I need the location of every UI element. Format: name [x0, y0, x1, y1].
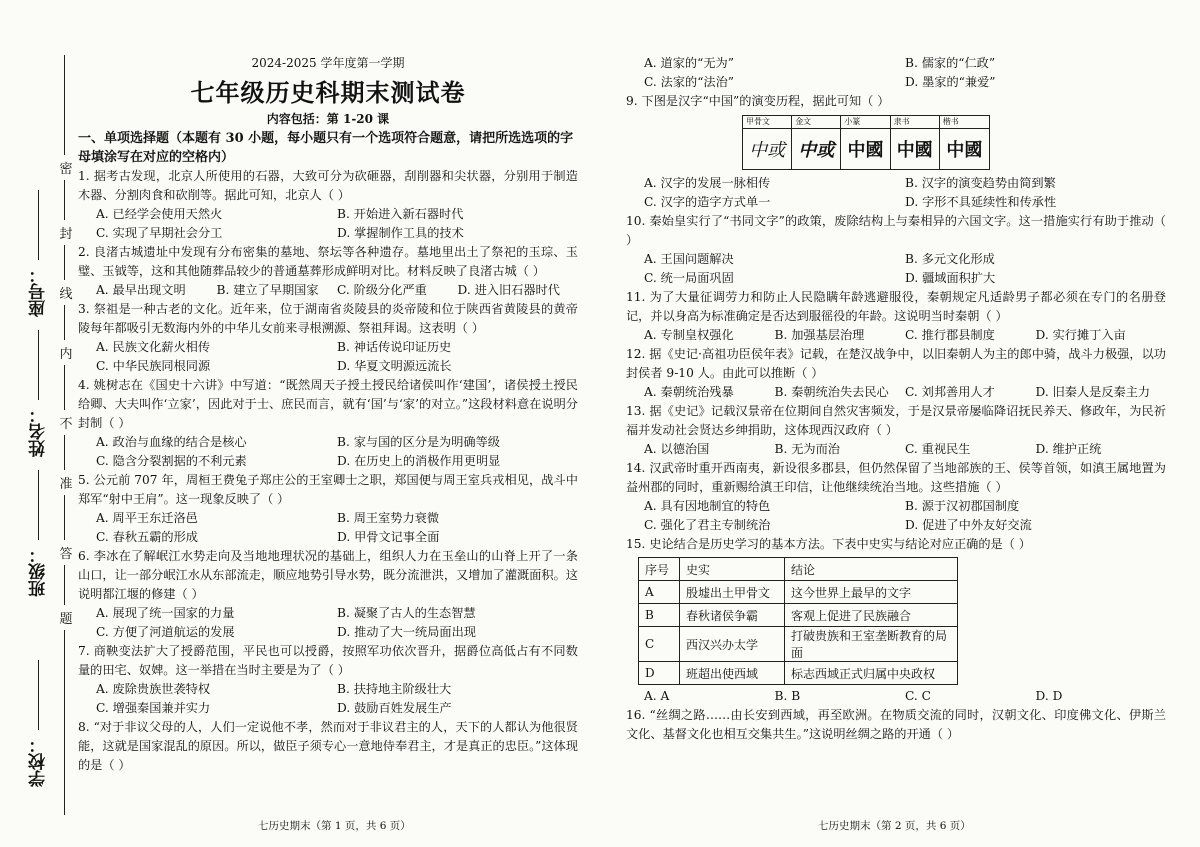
option[interactable]: C. 隐含分裂割据的不利元素: [96, 454, 247, 468]
question-options: [78, 680, 578, 718]
option[interactable]: B. 源于汉初郡国制度: [905, 499, 1020, 513]
option[interactable]: A. 以德治国: [644, 442, 710, 456]
option[interactable]: D. 推动了大一统局面出现: [337, 625, 476, 639]
option[interactable]: C. 春秋五霸的形成: [96, 530, 198, 544]
option[interactable]: A. 展现了统一国家的力量: [96, 606, 235, 620]
option[interactable]: B. 建立了早期国家: [216, 283, 319, 297]
script-glyph: 中國: [946, 140, 983, 161]
script-name: 甲骨文: [743, 116, 791, 129]
seal-char: 密: [59, 155, 72, 180]
question-options: [78, 433, 578, 471]
question-options: [78, 338, 578, 376]
option[interactable]: C. 法家的“法治”: [644, 75, 735, 89]
option[interactable]: A. 秦朝统治残暴: [644, 385, 734, 399]
table-header: 结论: [785, 558, 958, 581]
option[interactable]: A. A: [644, 689, 670, 703]
option[interactable]: C. 方便了河道航运的发展: [96, 625, 235, 639]
option[interactable]: B. 儒家的“仁政”: [905, 56, 996, 70]
question-stem: 7. 商鞅变法扩大了授爵范围，平民也可以授爵，按照军功依次晋升，据爵位高低占有不同数量的田宅、奴婢。这一举措在当时主要是为了（ ）: [78, 644, 578, 677]
option[interactable]: B. 多元文化形成: [905, 252, 995, 266]
option[interactable]: C. 刘邦善用人才: [905, 385, 995, 399]
option[interactable]: B. 神话传说印证历史: [337, 340, 452, 354]
option[interactable]: D. 疆域面积扩大: [905, 271, 996, 285]
table-cell: 西汉兴办太学: [680, 627, 785, 662]
seal-char: 封: [59, 220, 72, 245]
option[interactable]: C. 阶级分化严重: [337, 283, 427, 297]
script-name: 楷书: [940, 116, 989, 129]
option[interactable]: A. 政治与血缘的结合是核心: [96, 435, 247, 449]
page-2: [626, 54, 1166, 744]
question-stem: 4. 姚树志在《国史十六讲》中写道：“既然周天子授土授民给诸侯叫作‘建国’，诸侯授土授民给卿、大夫叫作‘立家’，因此对于士、庶民而言，就有‘国’与‘家’的对立。”这段材料意在说明分封制（ ）: [78, 378, 578, 430]
question-options: [78, 205, 578, 243]
history-conclusion-table: [638, 557, 958, 685]
question-stem: 12. 据《史记·高祖功臣侯年表》记载，在楚汉战争中，以旧秦朝人为主的郎中骑，战斗力极强，以功封侯者 9-10 人。由此可以推断（ ）: [626, 347, 1166, 380]
question-options: [626, 497, 1166, 535]
option[interactable]: D. 在历史上的消极作用更明显: [337, 454, 501, 468]
option[interactable]: B. 无为而治: [774, 442, 840, 456]
question-options: [626, 440, 1166, 459]
script-glyph: 中或: [749, 140, 786, 161]
script-glyph: 中國: [847, 140, 884, 161]
question-stem: 5. 公元前 707 年，周桓王费兔子郑庄公的王室卿士之职，郑国便与周王室兵戎相见，战斗中郑军“射中王肩”。这一现象反映了（ ）: [78, 473, 578, 506]
option[interactable]: B. 凝聚了古人的生态智慧: [337, 606, 476, 620]
script-glyph: 中或: [798, 140, 835, 161]
option[interactable]: A. 废除贵族世袭特权: [96, 682, 211, 696]
option[interactable]: A. 道家的“无为”: [644, 56, 734, 70]
script-evolution-figure: [742, 115, 990, 170]
question-options: [626, 326, 1166, 345]
question-options: [78, 281, 578, 300]
option[interactable]: D. 实行摊丁入亩: [1035, 328, 1126, 342]
option[interactable]: D. 墨家的“兼爱”: [905, 75, 996, 89]
question-options: [626, 250, 1166, 288]
script-name: 小篆: [841, 116, 889, 129]
table-cell: 标志西域正式归属中央政权: [785, 662, 958, 685]
option[interactable]: B. 家与国的区分是为明确等级: [337, 435, 500, 449]
section-heading: 一、单项选择题（本题有 30 小题，每小题只有一个选项符合题意，请把所选选项的字母填涂写在对应的空格内）: [78, 131, 574, 165]
table-cell: 打破贵族和王室垄断教育的局面: [785, 627, 958, 662]
option[interactable]: C. 中华民族同根同源: [96, 359, 211, 373]
seal-char: 题: [59, 605, 72, 630]
table-cell: 春秋诸侯争霸: [680, 604, 785, 627]
seal-char: 准: [59, 470, 72, 495]
table-row: [639, 662, 958, 685]
script-name: 金文: [792, 116, 840, 129]
option[interactable]: C. 推行郡县制度: [905, 328, 995, 342]
option[interactable]: C. 统一局面巩固: [644, 271, 734, 285]
name-field[interactable]: 姓名：: [26, 330, 51, 457]
school-field[interactable]: 学校：: [26, 660, 51, 787]
option[interactable]: C. 强化了君主专制统治: [644, 518, 771, 532]
seal-char: 不: [59, 410, 72, 435]
option[interactable]: C. 重视民生: [905, 442, 971, 456]
page-1: [78, 0, 578, 775]
option[interactable]: A. 王国问题解决: [644, 252, 734, 266]
question-options: [626, 174, 1166, 212]
table-header-row: [639, 558, 958, 581]
table-cell: B: [639, 604, 680, 627]
option[interactable]: C. 实现了早期社会分工: [96, 226, 223, 240]
question-stem: 8. “对于非议父母的人，人们一定说他不孝，然而对于非议君主的人，天下的人都认为他很贤能，这就是国家混乱的原因。所以，做臣子须专心一意地侍奉君主，才是真正的忠臣。”这体现的是（ ）: [78, 720, 578, 772]
option[interactable]: A. 已经学会使用天然火: [96, 207, 223, 221]
option[interactable]: D. 掌握制作工具的技术: [337, 226, 464, 240]
question-stem: 9. 下图是汉字“中国”的演变历程，据此可知（ ）: [626, 94, 890, 108]
option[interactable]: B. 秦朝统治失去民心: [774, 385, 889, 399]
option[interactable]: D. 甲骨文记事全面: [337, 530, 440, 544]
seal-char: 内: [59, 340, 72, 365]
option[interactable]: C. C: [905, 689, 931, 703]
table-cell: C: [639, 627, 680, 662]
question-options: [626, 687, 1166, 706]
term-label: 2024-2025 学年度第一学期: [251, 56, 405, 70]
question-options: [626, 54, 1166, 92]
table-cell: 班超出使西域: [680, 662, 785, 685]
question-options: [78, 604, 578, 642]
seat-field[interactable]: 座号：: [26, 190, 51, 317]
question-stem: 13. 据《史记》记载汉景帝在位期间自然灾害频发，于是汉景帝屡临降诏抚民养天、修政年，为民祈福并发动社会贤达乡绅捐助，这体现西汉政府（ ）: [626, 404, 1166, 437]
option[interactable]: D. 进入旧石器时代: [457, 283, 560, 297]
table-row: [639, 604, 958, 627]
option[interactable]: A. 周平王东迁洛邑: [96, 511, 198, 525]
option[interactable]: D. 维护正统: [1035, 442, 1102, 456]
option[interactable]: B. B: [774, 689, 801, 703]
option[interactable]: B. 周王室势力衰微: [337, 511, 440, 525]
question-stem: 6. 李冰在了解岷江水势走向及当地地理状况的基础上，组织人力在玉垒山的山脊上开了一条山口，让一部分岷江水从东部流走，顺应地势引导水势，既分流泄洪，又增加了灌溉面积。这说明都江堰的修建（ ）: [78, 549, 578, 601]
class-field[interactable]: 班级：: [26, 470, 51, 597]
table-row: [639, 627, 958, 662]
table-header: 史实: [680, 558, 785, 581]
option[interactable]: A. 民族文化薪火相传: [96, 340, 211, 354]
question-stem: 3. 祭祖是一种古老的文化。近年来，位于湖南省炎陵县的炎帝陵和位于陕西省黄陵县的黄帝陵每年都吸引无数海内外的中华儿女前来寻根溯源、祭祖拜谒。这表明（ ）: [78, 302, 578, 335]
option[interactable]: D. 华夏文明源远流长: [337, 359, 452, 373]
table-row: [639, 581, 958, 604]
question-options: [78, 509, 578, 547]
option[interactable]: C. 增强秦国兼并实力: [96, 701, 211, 715]
option[interactable]: B. 扶持地主阶级壮大: [337, 682, 452, 696]
page-footer: 七历史期末（第 1 页，共 6 页）: [258, 820, 411, 832]
table-cell: D: [639, 662, 680, 685]
question-stem: 1. 据考古发现，北京人所使用的石器，大致可分为砍砸器，刮削器和尖状器，分别用于制造木器、分割肉食和砍削等。据此可知，北京人（ ）: [78, 169, 578, 202]
option[interactable]: D. 促进了中外友好交流: [905, 518, 1032, 532]
question-stem: 2. 良渚古城遗址中发现有分布密集的墓地、祭坛等各种遗存。墓地里出土了祭祀的玉琮、玉璧、玉钺等，这和其他随葬品较少的普通墓葬形成鲜明对比。材料反映了良渚古城（ ）: [78, 245, 578, 278]
option[interactable]: B. 开始进入新石器时代: [337, 207, 464, 221]
content-scope: 内容包括：第 1-20 课: [266, 112, 390, 126]
question-stem: 15. 史论结合是历史学习的基本方法。下表中史实与结论对应正确的是（ ）: [626, 537, 1031, 551]
table-cell: 这今世界上最早的文字: [785, 581, 958, 604]
question-stem: 14. 汉武帝时重开西南夷，新设很多郡县，但仍然保留了当地部族的王、侯等首领，如滇王属地置为益州郡的同时，重新赐给滇王印信，让他继续统治当地。这些措施（ ）: [626, 461, 1166, 494]
page-footer: 七历史期末（第 2 页，共 6 页）: [818, 820, 971, 832]
table-cell: 殷墟出土甲骨文: [680, 581, 785, 604]
option[interactable]: D. 字形不具延续性和传承性: [905, 195, 1057, 209]
table-header: 序号: [639, 558, 680, 581]
table-cell: 客观上促进了民族融合: [785, 604, 958, 627]
option[interactable]: A. 专制皇权强化: [644, 328, 734, 342]
question-options: [626, 383, 1166, 402]
option[interactable]: A. 最早出现文明: [96, 283, 186, 297]
option[interactable]: A. 汉字的发展一脉相传: [644, 176, 771, 190]
question-stem: 16. “丝绸之路……由长安到西域，再至欧洲。在物质交流的同时，汉朝文化、印度佛文化、伊斯兰文化、基督文化也相互交集共生。”这说明丝绸之路的开通（ ）: [626, 708, 1166, 741]
option[interactable]: D. 旧秦人是反秦主力: [1035, 385, 1151, 399]
option[interactable]: B. 加强基层治理: [774, 328, 865, 342]
option[interactable]: C. 汉字的造字方式单一: [644, 195, 771, 209]
question-stem: 10. 秦始皇实行了“书同文字”的政策，废除结构上与秦相异的六国文字。这一措施实行有助于推动（ ）: [626, 214, 1166, 247]
exam-title: 七年级历史科期末测试卷: [190, 78, 466, 107]
option[interactable]: B. 汉字的演变趋势由简到繁: [905, 176, 1056, 190]
option[interactable]: D. 鼓励百姓发展生产: [337, 701, 452, 715]
question-stem: 11. 为了大量征调劳力和防止人民隐瞒年龄逃避服役，秦朝规定凡适龄男子都必须在专门的名册登记，并以身高为标准确定是否达到服徭役的年龄。这说明当时秦朝（ ）: [626, 290, 1166, 323]
seal-char: 线: [59, 280, 72, 305]
script-glyph: 中國: [896, 140, 933, 161]
option[interactable]: D. D: [1035, 689, 1063, 703]
seal-char: 答: [59, 540, 72, 565]
script-name: 隶书: [891, 116, 939, 129]
table-cell: A: [639, 581, 680, 604]
option[interactable]: A. 具有因地制宜的特色: [644, 499, 771, 513]
